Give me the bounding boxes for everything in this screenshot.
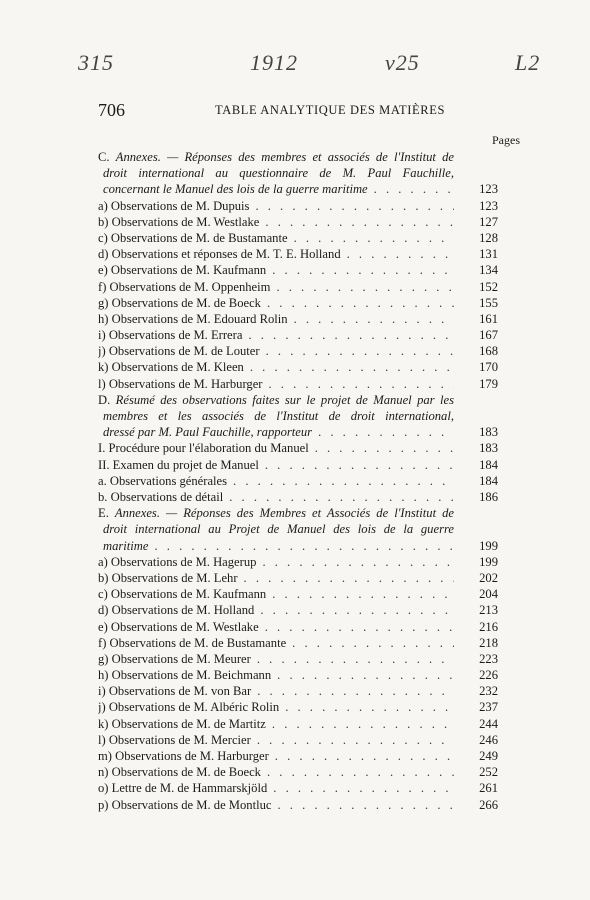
dot-leader	[269, 376, 455, 392]
toc-page-number: 123	[479, 198, 498, 213]
dot-leader	[315, 440, 454, 456]
toc-page-number: 184	[479, 473, 498, 488]
pages-column-label: Pages	[492, 133, 520, 147]
dot-leader	[272, 716, 454, 732]
dot-leader	[273, 780, 454, 796]
toc-entry	[98, 230, 498, 246]
dot-leader	[285, 699, 454, 715]
toc-page-number: 244	[479, 716, 498, 731]
dot-leader	[257, 683, 454, 699]
toc-entry-title: E. Annexes. — Réponses des Membres et Associés de l'Institut de	[98, 506, 454, 521]
dot-leader	[294, 230, 454, 246]
dot-leader	[277, 667, 454, 683]
margin-note: 1912	[250, 50, 298, 75]
toc-page-number: 161	[479, 311, 498, 326]
toc-entry	[98, 457, 498, 473]
dot-leader	[267, 295, 454, 311]
dot-leader	[250, 359, 454, 375]
toc-entry-title: a) Observations de M. Dupuis	[98, 198, 250, 213]
toc-entry-title: droit international au Projet de Manuel des lois de la guerre	[103, 522, 454, 537]
toc-entry-title: d) Observations de M. Holland	[98, 603, 255, 618]
dot-leader	[374, 181, 454, 197]
toc-entry	[98, 586, 498, 602]
dot-leader	[257, 732, 454, 748]
dot-leader	[260, 602, 454, 618]
toc-page-number: 249	[479, 749, 498, 764]
running-title: TABLE ANALYTIQUE DES MATIÈRES	[214, 103, 446, 117]
toc-entry	[98, 295, 498, 311]
toc-entry-title: d) Observations et réponses de M. T. E. Holland	[98, 247, 341, 262]
toc-entry	[98, 699, 498, 715]
toc-entry	[98, 149, 498, 198]
toc-entry-title: a. Observations générales	[98, 473, 228, 488]
dot-leader	[347, 246, 454, 262]
dot-leader	[229, 489, 454, 505]
toc-page-number: 152	[479, 279, 498, 294]
toc-entry-title: o) Lettre de M. de Hammarskjöld	[98, 781, 268, 796]
toc-entry	[98, 635, 498, 651]
margin-note: v25	[385, 50, 420, 75]
toc-entry	[98, 327, 498, 343]
toc-entry-title: membres et les associés de l'Institut de droit international,	[103, 409, 454, 424]
toc-entry-title: C. Annexes. — Réponses des membres et associés de l'Institut de	[98, 150, 454, 164]
toc-page-number: 216	[479, 619, 498, 634]
toc-entry	[98, 683, 498, 699]
toc-entry	[98, 343, 498, 359]
dot-leader	[318, 424, 454, 440]
toc-entry-title: e) Observations de M. Kaufmann	[98, 263, 267, 278]
toc-entry	[98, 376, 498, 392]
toc-page-number: 261	[479, 781, 498, 796]
toc-page-number: 128	[479, 230, 498, 245]
toc-page-number: 213	[479, 603, 498, 618]
toc-entry	[98, 667, 498, 683]
toc-page-number: 170	[479, 360, 498, 375]
dot-leader	[154, 538, 454, 554]
toc-entry-title: j) Observations de M. Albéric Rolin	[98, 700, 280, 715]
toc-entry	[98, 473, 498, 489]
toc-entry	[98, 554, 498, 570]
dot-leader	[272, 262, 454, 278]
toc-entry-title: m) Observations de M. Harburger	[98, 749, 269, 764]
toc-page-number: 266	[479, 797, 498, 812]
toc-entry	[98, 764, 498, 780]
toc-entry-title: concernant le Manuel des lois de la guerre maritime	[103, 182, 368, 197]
table-of-contents	[98, 149, 498, 813]
toc-entry	[98, 651, 498, 667]
toc-entry-title: k) Observations de M. de Martitz	[98, 716, 266, 731]
toc-entry	[98, 780, 498, 796]
dot-leader	[277, 797, 454, 813]
dot-leader	[276, 279, 454, 295]
toc-page-number: 184	[479, 457, 498, 472]
toc-page-number: 168	[479, 344, 498, 359]
toc-entry	[98, 214, 498, 230]
toc-entry-title: droit international au questionnaire de M. Paul Fauchille,	[103, 166, 454, 181]
toc-page-number: 204	[479, 587, 498, 602]
dot-leader	[265, 619, 454, 635]
toc-entry	[98, 311, 498, 327]
toc-entry-title: b. Observations de détail	[98, 490, 224, 504]
toc-entry	[98, 748, 498, 764]
dot-leader	[255, 198, 454, 214]
toc-entry-title: a) Observations de M. Hagerup	[98, 554, 257, 569]
toc-entry-title: f) Observations de M. de Bustamante	[98, 635, 287, 650]
dot-leader	[294, 311, 454, 327]
toc-page-number: 183	[479, 425, 498, 440]
dot-leader	[292, 635, 454, 651]
toc-entry	[98, 732, 498, 748]
toc-entry-title: dressé par M. Paul Fauchille, rapporteur	[103, 425, 313, 440]
toc-page-number: 134	[479, 263, 498, 278]
dot-leader	[265, 214, 454, 230]
toc-entry-title: c) Observations de M. Kaufmann	[98, 587, 267, 602]
dot-leader	[272, 586, 454, 602]
toc-page-number: 252	[479, 765, 498, 780]
toc-page-number: 127	[479, 214, 498, 229]
dot-leader	[248, 327, 454, 343]
dot-leader	[266, 343, 454, 359]
toc-page-number: 183	[479, 441, 498, 456]
margin-note: 315	[78, 50, 114, 75]
toc-page-number: 131	[479, 247, 498, 262]
dot-leader	[275, 748, 454, 764]
dot-leader	[265, 457, 454, 473]
toc-page-number: 246	[479, 732, 498, 747]
dot-leader	[267, 764, 454, 780]
dot-leader	[257, 651, 454, 667]
toc-entry	[98, 440, 498, 456]
dot-leader	[262, 554, 454, 570]
toc-entry	[98, 505, 498, 554]
toc-page-number: 155	[479, 295, 498, 310]
toc-page-number: 167	[479, 328, 498, 343]
toc-entry-title: p) Observations de M. de Montluc	[98, 797, 272, 812]
toc-page-number: 179	[479, 376, 498, 391]
page-number: 706	[98, 100, 125, 120]
toc-entry-title: maritime	[103, 538, 149, 553]
toc-page-number: 123	[479, 182, 498, 197]
toc-entry	[98, 602, 498, 618]
toc-page-number: 199	[479, 538, 498, 553]
toc-entry-title: b) Observations de M. Lehr	[98, 570, 238, 585]
toc-entry	[98, 359, 498, 375]
toc-entry-title: g) Observations de M. Meurer	[98, 651, 251, 666]
dot-leader	[244, 570, 454, 586]
toc-entry	[98, 570, 498, 586]
toc-entry	[98, 489, 498, 505]
toc-entry-title: j) Observations de M. de Louter	[98, 344, 260, 359]
toc-entry	[98, 392, 498, 441]
toc-entry-title: c) Observations de M. de Bustamante	[98, 230, 288, 245]
toc-entry-title: I. Procédure pour l'élaboration du Manuel	[98, 441, 309, 456]
toc-entry-title: D. Résumé des observations faites sur le projet de Manuel par les	[98, 392, 454, 407]
toc-entry-title: h) Observations de M. Beichmann	[98, 668, 272, 683]
toc-entry	[98, 797, 498, 813]
toc-page-number: 223	[479, 651, 498, 666]
toc-entry	[98, 279, 498, 295]
toc-page-number: 202	[479, 570, 498, 585]
toc-entry	[98, 262, 498, 278]
toc-page-number: 186	[479, 490, 498, 504]
toc-page-number: 199	[479, 554, 498, 569]
toc-entry	[98, 198, 498, 214]
toc-entry	[98, 716, 498, 732]
toc-entry-title: e) Observations de M. Westlake	[98, 619, 259, 634]
toc-entry-title: b) Observations de M. Westlake	[98, 214, 260, 229]
toc-entry-title: l) Observations de M. Mercier	[98, 732, 251, 747]
toc-entry-title: g) Observations de M. de Boeck	[98, 295, 261, 310]
margin-note: L2	[515, 50, 541, 75]
toc-entry-title: f) Observations de M. Oppenheim	[98, 279, 271, 294]
toc-entry-title: i) Observations de M. Errera	[98, 328, 243, 343]
toc-entry	[98, 619, 498, 635]
toc-entry-title: l) Observations de M. Harburger	[98, 376, 263, 391]
dot-leader	[233, 473, 454, 489]
toc-entry-title: II. Examen du projet de Manuel	[98, 457, 259, 472]
toc-page-number: 232	[479, 684, 498, 699]
toc-entry-title: i) Observations de M. von Bar	[98, 684, 252, 699]
toc-page-number: 237	[479, 700, 498, 715]
toc-page-number: 218	[479, 635, 498, 650]
toc-entry-title: n) Observations de M. de Boeck	[98, 765, 261, 780]
toc-entry-title: k) Observations de M. Kleen	[98, 360, 244, 375]
toc-page-number: 226	[479, 668, 498, 683]
toc-entry-title: h) Observations de M. Edouard Rolin	[98, 311, 288, 326]
toc-entry	[98, 246, 498, 262]
page-header	[98, 100, 498, 124]
